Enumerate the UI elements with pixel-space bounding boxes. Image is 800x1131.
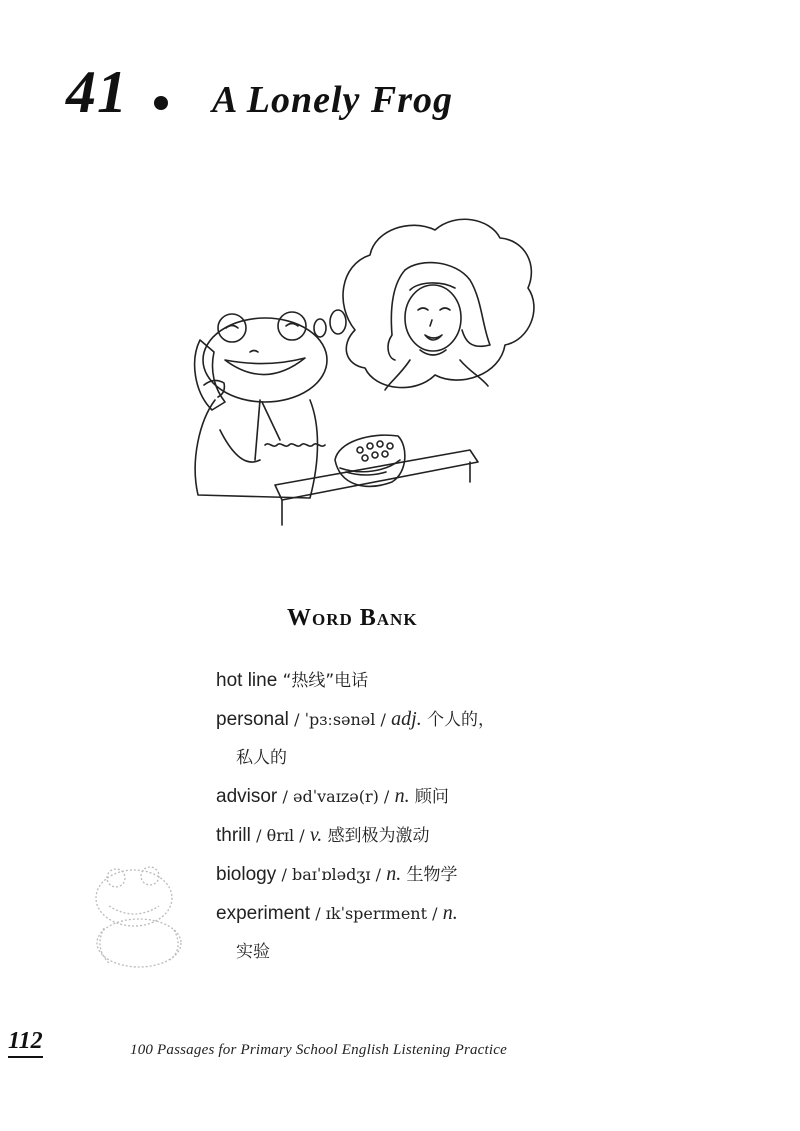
word-bank-title: Word Bank	[287, 605, 418, 631]
entry-meaning: 个人的，	[427, 710, 495, 730]
word-bank-list	[216, 662, 596, 971]
thought-bubble-small-2	[314, 319, 326, 337]
entry-ipa: / baɪˈɒlədʒɪ /	[281, 865, 381, 884]
word-entry-continuation	[216, 933, 596, 971]
phone-receiver	[195, 340, 225, 410]
phone-cord	[265, 444, 325, 446]
entry-pos: v.	[309, 824, 323, 846]
entry-meaning-continued: 实验	[236, 942, 270, 962]
frog-head	[203, 318, 327, 402]
word-entry	[216, 894, 596, 933]
lesson-title: A Lonely Frog	[212, 79, 454, 121]
entry-pos: adj.	[391, 708, 422, 730]
entry-ipa: / ədˈvaɪzə(r) /	[282, 787, 390, 806]
frog-mascot-watermark	[84, 858, 194, 973]
thought-bubble-small-1	[330, 310, 346, 334]
word-entry	[216, 662, 596, 700]
entry-meaning: 生物学	[406, 865, 458, 885]
page-number: 112	[8, 1028, 43, 1058]
entry-word: hot line	[216, 670, 278, 691]
entry-word: biology	[216, 864, 277, 885]
entry-pos: n.	[394, 785, 410, 807]
entry-ipa: / ɪkˈsperɪment /	[315, 904, 438, 923]
word-entry	[216, 700, 596, 739]
word-entry	[216, 777, 596, 816]
entry-ipa: / ˈpɜːsənəl /	[294, 710, 386, 729]
entry-ipa: / θrɪl /	[256, 826, 305, 845]
entry-meaning: 顾问	[414, 787, 449, 807]
entry-meaning: 感到极为激动	[327, 826, 430, 846]
entry-meaning-continued: 私人的	[236, 748, 287, 768]
entry-pos: n.	[386, 863, 402, 885]
entry-word: advisor	[216, 786, 278, 807]
lesson-number-dot	[154, 96, 168, 110]
word-entry	[216, 855, 596, 894]
lesson-number: 41	[66, 59, 128, 125]
word-entry-continuation	[216, 739, 596, 777]
frog-phone-illustration	[170, 210, 550, 530]
entry-word: thrill	[216, 825, 251, 846]
word-entry	[216, 816, 596, 855]
entry-pos: n.	[442, 902, 458, 924]
book-title-footer: 100 Passages for Primary School English Listening Practice	[130, 1042, 507, 1058]
entry-word: personal	[216, 709, 289, 730]
thought-bubble	[343, 219, 534, 387]
entry-meaning: “热线”电话	[282, 671, 369, 691]
entry-word: experiment	[216, 903, 310, 924]
